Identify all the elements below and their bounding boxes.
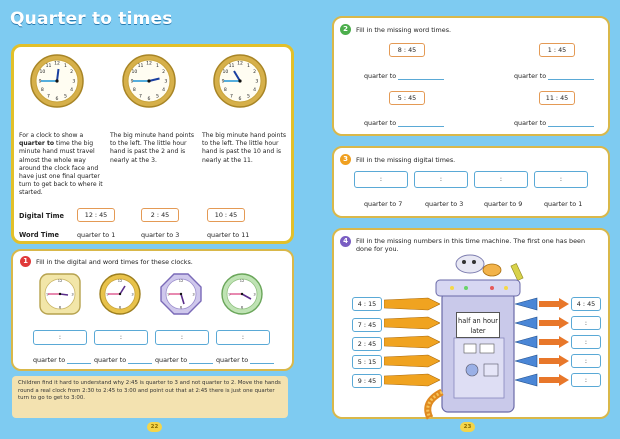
svg-text:9: 9 [228,292,231,297]
q1-digital-input-2[interactable]: : [94,330,148,345]
q2-time-3: 5 : 45 [389,91,425,105]
teacher-note: Children find it hard to understand why 2:45 is quarter to 3 and not quarter to 2. Move the hands round a real clock from 2:30 to 2:45 to 3:00 and point out that at 2:45 there is just one quarter turn to go to get to 3:00. [12,376,288,418]
digital-time-label: Digital Time [19,212,64,220]
question-2-instruction: Fill in the missing word times. [356,26,452,34]
svg-text:4: 4 [253,88,257,94]
svg-text:3: 3 [164,79,168,85]
svg-text:7: 7 [139,94,142,100]
svg-text:9: 9 [46,292,49,297]
q3-digital-input-4[interactable]: : [534,171,588,188]
q3-digital-input-2[interactable]: : [414,171,468,188]
svg-text:10: 10 [131,69,138,75]
q1-word-prefix: quarter to [94,356,127,364]
svg-text:2: 2 [70,69,74,75]
clock-q1-d [220,272,264,316]
q2-word-prefix: quarter to [364,72,397,80]
right-page [310,0,620,439]
svg-text:6: 6 [58,305,62,310]
explanation-paragraph-2: The big minute hand points to the left. The little hour hand is past the 2 and is nearly at the 3. [110,132,195,164]
svg-text:12: 12 [117,279,123,283]
q4-output-2[interactable]: : [571,316,601,330]
q4-output-1: 4 : 45 [571,297,601,311]
q2-time-2: 1 : 45 [539,43,575,57]
svg-text:5: 5 [64,94,67,100]
svg-text:10: 10 [39,69,46,75]
q3-word-2: quarter to 3 [425,200,464,208]
clock-example-2 [121,53,177,109]
question-1-number: 1 [20,256,31,267]
svg-text:11: 11 [45,63,52,69]
q1-word-answer-3[interactable] [189,363,213,364]
svg-text:6: 6 [240,305,244,310]
q1-word-4 [216,356,274,364]
question-2-number: 2 [340,24,351,35]
page-number-left: 22 [147,422,162,432]
q1-digital-input-1[interactable]: : [33,330,87,345]
svg-text:3: 3 [255,79,259,85]
svg-text:5: 5 [247,94,250,100]
q4-output-3[interactable]: : [571,335,601,349]
svg-text:7: 7 [230,94,233,100]
svg-text:3: 3 [131,292,134,297]
output-arrows-icon [539,296,569,390]
explanation-panel [11,44,294,244]
input-horns-icon [384,296,440,390]
svg-text:12: 12 [146,61,152,67]
svg-text:6: 6 [238,96,242,102]
q2-word-1 [364,72,444,80]
svg-text:9: 9 [167,292,170,297]
q2-word-3 [364,119,444,127]
q1-word-prefix: quarter to [155,356,188,364]
q2-word-answer-1[interactable] [398,79,444,80]
q4-input-4: 5 : 15 [352,355,382,369]
q4-output-5[interactable]: : [571,373,601,387]
word-time-3: quarter to 11 [207,231,250,239]
q1-word-prefix: quarter to [33,356,66,364]
q1-word-answer-2[interactable] [128,363,152,364]
question-3-panel [332,146,610,218]
svg-text:3: 3 [253,292,256,297]
q2-word-2 [514,72,594,80]
svg-text:12: 12 [239,279,245,283]
para1-bold: quarter to [19,140,55,148]
svg-text:12: 12 [54,61,60,67]
page-number-right: 23 [460,422,475,432]
q2-word-prefix: quarter to [364,119,397,127]
svg-text:6: 6 [179,305,183,310]
svg-text:8: 8 [223,88,227,94]
q2-word-answer-3[interactable] [398,126,444,127]
word-time-label: Word Time [19,231,59,239]
explanation-paragraph-1 [19,132,103,198]
q4-input-1: 4 : 15 [352,297,382,311]
word-time-2: quarter to 3 [141,231,180,239]
q1-digital-input-3[interactable]: : [155,330,209,345]
question-3-instruction: Fill in the missing digital times. [356,156,456,164]
svg-text:8: 8 [40,88,44,94]
svg-text:9: 9 [221,79,225,85]
digital-time-1: 12 : 45 [77,208,115,222]
svg-text:11: 11 [228,63,235,69]
q2-word-answer-2[interactable] [548,79,594,80]
svg-text:6: 6 [55,96,59,102]
svg-text:9: 9 [106,292,109,297]
q3-word-1: quarter to 7 [364,200,403,208]
q3-word-4: quarter to 1 [544,200,583,208]
word-time-1: quarter to 1 [77,231,116,239]
svg-text:11: 11 [137,63,144,69]
question-4-number: 4 [340,236,351,247]
digital-time-2: 2 : 45 [141,208,179,222]
svg-text:3: 3 [71,292,74,297]
svg-text:1: 1 [156,63,159,69]
explanation-paragraph-3: The big minute hand points to the left. The little hour hand is past the 10 and is nearly at the 11. [202,132,287,164]
q1-digital-input-4[interactable]: : [216,330,270,345]
output-horns-icon [515,296,539,390]
clock-example-3 [212,53,268,109]
question-3-number: 3 [340,154,351,165]
q2-word-prefix: quarter to [514,72,547,80]
para1-pre: For a clock to show a [19,132,84,139]
q2-word-4 [514,119,594,127]
clock-q1-a [38,272,82,316]
question-1-panel [11,249,294,371]
q1-word-2 [94,356,152,364]
q4-input-3: 2 : 45 [352,337,382,351]
page-title: Quarter to times [10,9,173,29]
svg-text:4: 4 [70,88,74,94]
svg-text:9: 9 [130,79,134,85]
svg-text:4: 4 [162,88,166,94]
svg-text:7: 7 [47,94,50,100]
question-1-instruction: Fill in the digital and word times for these clocks. [36,258,193,266]
clock-q1-b [98,272,142,316]
clock-example-1 [29,53,85,109]
question-2-panel [332,16,610,136]
digital-time-3: 10 : 45 [207,208,245,222]
q2-word-answer-4[interactable] [548,126,594,127]
machine-label: half an hour later [456,312,500,338]
q3-word-3: quarter to 9 [484,200,523,208]
svg-text:12: 12 [237,61,243,67]
q2-time-4: 11 : 45 [539,91,575,105]
q4-input-5: 9 : 45 [352,374,382,388]
svg-text:12: 12 [178,279,184,283]
q1-word-1 [33,356,91,364]
svg-text:3: 3 [72,79,76,85]
svg-text:12: 12 [57,279,63,283]
svg-text:2: 2 [253,69,257,75]
q1-word-prefix: quarter to [216,356,249,364]
q1-word-3 [155,356,213,364]
para1-post: time the big minute hand must travel almost the whole way around the clock face and have just one final quarter turn to get back to where it started. [19,140,103,197]
clock-q1-c [159,272,203,316]
q4-output-4[interactable]: : [571,354,601,368]
q1-word-answer-4[interactable] [250,363,274,364]
q4-input-2: 7 : 45 [352,318,382,332]
svg-text:3: 3 [192,292,195,297]
svg-text:8: 8 [132,88,136,94]
svg-text:6: 6 [118,305,122,310]
svg-text:1: 1 [247,63,250,69]
svg-text:9: 9 [38,79,42,85]
svg-text:2: 2 [162,69,166,75]
q2-word-prefix: quarter to [514,119,547,127]
q3-digital-input-3[interactable]: : [474,171,528,188]
q1-word-answer-1[interactable] [67,363,91,364]
q2-time-1: 8 : 45 [389,43,425,57]
svg-text:6: 6 [147,96,151,102]
svg-text:10: 10 [222,69,229,75]
svg-text:1: 1 [64,63,67,69]
question-4-panel [332,228,610,419]
q3-digital-input-1[interactable]: : [354,171,408,188]
question-4-instruction: Fill in the missing numbers in this time machine. The first one has been done for you. [356,237,586,253]
svg-text:5: 5 [156,94,159,100]
